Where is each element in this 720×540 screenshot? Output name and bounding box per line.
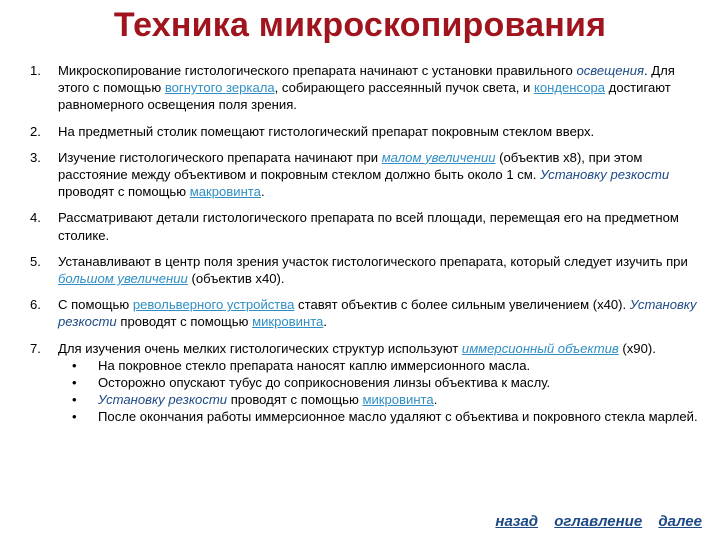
text-run: . Для этого с помощью (58, 63, 675, 96)
contents-link[interactable]: оглавление (554, 513, 643, 530)
item-number: 2. (30, 123, 41, 139)
item-text (58, 296, 702, 330)
sub-list-item (58, 374, 702, 391)
bullet-icon: • (72, 409, 77, 425)
item-number: 4. (30, 210, 41, 226)
navigation-links (483, 513, 702, 530)
term-link[interactable]: микровинта (362, 392, 434, 408)
bullet-icon: • (72, 357, 77, 373)
list-item (30, 253, 702, 287)
text-run: На предметный столик помещают гистологический препарат покровным стеклом вверх. (58, 123, 595, 139)
term-link[interactable]: микровинта (252, 314, 324, 330)
item-text (58, 149, 702, 201)
text-run: Микроскопирование гистологического препарата начинают с установки правильного (58, 63, 577, 78)
sub-list-item (58, 408, 702, 425)
text-run: . (260, 184, 265, 200)
text-run: проводят с помощью (116, 314, 253, 330)
text-run: ставят объектив с более сильным увеличением (х40). (294, 297, 630, 313)
term-link[interactable]: большом увеличении (58, 271, 188, 287)
text-run: проводят с помощью (58, 184, 190, 200)
term-link[interactable]: конденсора (533, 80, 606, 96)
item-text (58, 253, 702, 287)
text-run: Осторожно опускают тубус до соприкосновения линзы объектива к маслу. (98, 375, 551, 391)
list-item (30, 296, 702, 330)
emphasis-text: Установку резкости (58, 297, 697, 330)
emphasis-text: освещения (576, 63, 645, 78)
item-number: 1. (30, 63, 41, 78)
item-text (58, 340, 702, 357)
text-run: . (323, 314, 327, 330)
instruction-list (30, 62, 702, 435)
page-title: Техника микроскопирования (113, 6, 607, 44)
text-run: Устанавливают в центр поля зрения участок гистологического препарата, который следует изучить при (58, 253, 688, 269)
text-run: Рассматривают детали гистологического препарата по всей площади, перемещая его на предметном столике. (58, 210, 679, 243)
text-run: Изучение гистологического препарата начинают при (58, 149, 382, 165)
text-run: На покровное стекло препарата наносят каплю иммерсионного масла. (98, 357, 531, 373)
item-number: 5. (30, 253, 41, 269)
list-item (30, 62, 702, 114)
term-link[interactable]: револьверного устройства (132, 297, 295, 313)
list-item (30, 209, 702, 243)
item-number: 7. (30, 340, 41, 356)
term-link[interactable]: вогнутого зеркала (164, 80, 275, 96)
list-item (30, 149, 702, 201)
sub-list-item (58, 357, 702, 374)
text-run: (х90). (618, 340, 656, 356)
text-run: проводят с помощью (227, 392, 363, 408)
term-link[interactable]: макровинта (189, 184, 261, 200)
bullet-icon: • (72, 375, 77, 391)
back-link[interactable]: назад (495, 513, 539, 530)
text-run: С помощью (58, 297, 133, 313)
item-text (58, 62, 702, 114)
item-text (58, 209, 702, 243)
text-run: , собирающего рассеянный пучок света, и (274, 80, 534, 96)
text-run: . (433, 392, 438, 408)
next-link[interactable]: далее (658, 513, 702, 530)
bullet-icon: • (72, 392, 77, 408)
term-link[interactable]: иммерсионный объектив (461, 340, 619, 356)
term-link[interactable]: малом увеличении (381, 149, 496, 165)
emphasis-text: Установку резкости (540, 167, 670, 183)
text-run: Для изучения очень мелких гистологических структур используют (58, 340, 462, 356)
list-item (30, 123, 702, 140)
text-run: (объектив х8), при этом расстояние между объективом и покровным стеклом должно быть около 1 см. (58, 149, 643, 183)
text-run: После окончания работы иммерсионное масло удаляют с объектива и покровного стекла марлей. (98, 409, 698, 425)
text-run: (объектив х40). (187, 271, 285, 287)
sub-list-item (58, 391, 702, 408)
item-number: 6. (30, 297, 41, 313)
item-number: 3. (30, 149, 41, 165)
emphasis-text: Установку резкости (98, 392, 228, 408)
item-text (58, 123, 702, 140)
list-item (30, 340, 702, 426)
text-run: достигают равномерного освещения поля зрения. (58, 80, 671, 113)
